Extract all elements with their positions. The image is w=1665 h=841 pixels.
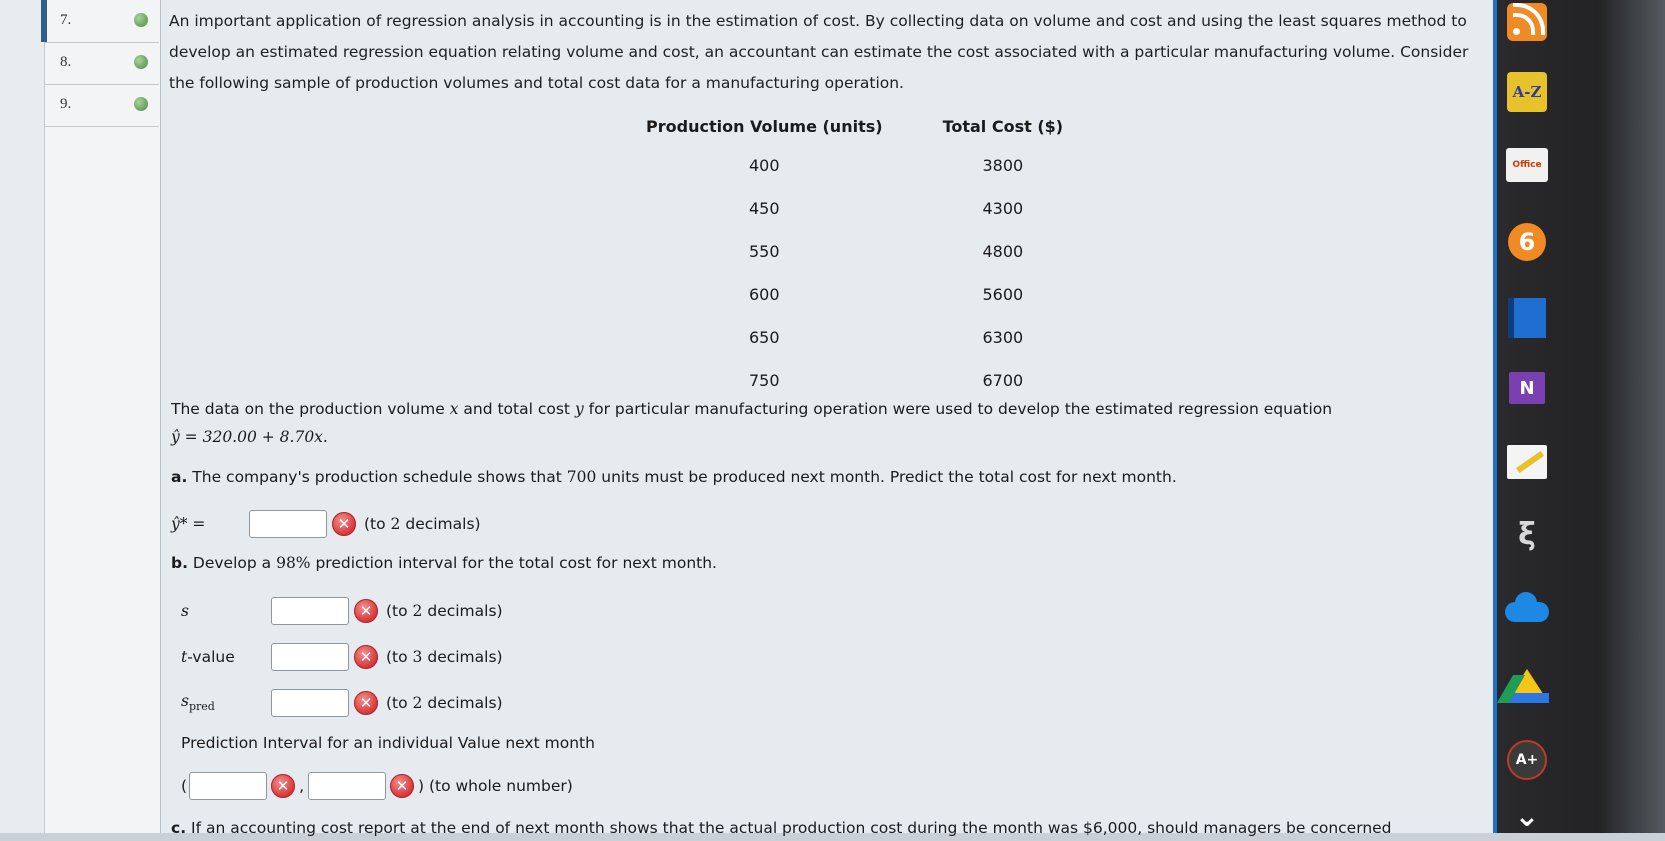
yhat-hint [364, 515, 481, 533]
wave-icon[interactable] [1505, 512, 1549, 556]
part-b-prompt [171, 550, 717, 576]
six-icon-label: 6 [1508, 223, 1546, 261]
s-answer-row [181, 597, 503, 625]
t-variable: t [181, 648, 188, 666]
question-number: 9. [60, 96, 72, 112]
six-icon[interactable] [1505, 220, 1549, 264]
chevron-down-icon-label: ⌄ [1514, 799, 1540, 834]
t-hint [386, 648, 503, 666]
yhat-label: ŷ* = [171, 515, 206, 533]
yhat-answer-row [171, 510, 481, 538]
table-row [616, 316, 1093, 359]
data-table [616, 108, 1093, 402]
table-cell-volume: 550 [749, 242, 780, 261]
incorrect-icon: ✕ [332, 512, 356, 536]
rss-icon[interactable] [1505, 0, 1549, 44]
t-value-label [181, 648, 271, 666]
part-a-text: The company's production schedule shows that [187, 468, 567, 486]
question-nav-item-8[interactable] [44, 42, 159, 85]
table-header-volume: Production Volume (units) [646, 116, 883, 136]
description-text: and total cost [458, 400, 575, 418]
interval-comma: , [299, 777, 304, 795]
description-text: for particular manufacturing operation were used to develop the estimated regression equation [583, 400, 1333, 418]
office-icon-label: Office [1506, 148, 1548, 182]
t-label-text: -value [187, 648, 235, 666]
table-row [616, 230, 1093, 273]
table-cell-volume: 450 [749, 199, 780, 218]
hint-text: (to [364, 515, 391, 533]
table-row [616, 144, 1093, 187]
incorrect-icon: ✕ [354, 645, 378, 669]
hint-number: 2 [412, 602, 423, 620]
description-text: The data on the production volume [171, 400, 450, 418]
part-b-text: prediction interval for the total cost for next month. [310, 554, 717, 572]
hint-text: (to [386, 694, 413, 712]
correct-status-icon [134, 13, 148, 27]
hint-number: 2 [390, 515, 401, 533]
question-number: 8. [60, 54, 72, 70]
s-label: s [181, 602, 189, 620]
prediction-interval-row [181, 772, 573, 800]
az-icon[interactable] [1505, 70, 1549, 114]
table-cell-volume: 600 [749, 285, 780, 304]
table-cell-cost: 6700 [982, 371, 1024, 390]
table-cell-volume: 750 [749, 371, 780, 390]
spred-answer-row [181, 689, 503, 717]
question-nav-item-9[interactable] [44, 84, 159, 127]
hint-text: (to [386, 602, 413, 620]
table-cell-cost: 3800 [982, 156, 1024, 175]
regression-description [171, 396, 1471, 422]
hint-number: 3 [412, 648, 423, 666]
table-cell-volume: 400 [749, 156, 780, 175]
s-input[interactable] [271, 597, 349, 625]
spred-input[interactable] [271, 689, 349, 717]
hint-text: decimals) [422, 648, 503, 666]
incorrect-icon: ✕ [354, 691, 378, 715]
table-cell-cost: 5600 [982, 285, 1024, 304]
table-cell-volume: 650 [749, 328, 780, 347]
chevron-down-icon[interactable] [1505, 795, 1549, 839]
question-nav-item-7[interactable] [44, 0, 159, 43]
hint-text: decimals) [400, 515, 481, 533]
question-number: 7. [60, 12, 72, 28]
part-c-text: If an accounting cost report at the end of next month shows that the actual production cost during the month was $6,000, should managers be concerned [186, 819, 1392, 837]
part-a-label: a. [171, 468, 188, 486]
open-paren: ( [181, 777, 188, 795]
part-b-text: Develop a [187, 554, 277, 572]
aplus-icon-label: A+ [1507, 740, 1547, 780]
pencil-icon[interactable] [1505, 440, 1549, 484]
incorrect-icon: ✕ [271, 774, 295, 798]
part-a-text: units must be produced next month. Predict the total cost for next month. [596, 468, 1177, 486]
book-icon[interactable] [1505, 296, 1549, 340]
az-icon-label: A-Z [1507, 72, 1547, 112]
t-value-input[interactable] [271, 643, 349, 671]
part-a-number: 700 [566, 468, 597, 486]
variable-y: y [574, 400, 584, 418]
question-nav [0, 0, 161, 833]
spred-subscript: pred [188, 700, 215, 714]
part-b-percent: 98% [276, 554, 311, 572]
hint-number: 2 [412, 694, 423, 712]
part-c-label: c. [171, 819, 187, 837]
incorrect-icon: ✕ [390, 774, 414, 798]
onedrive-icon[interactable] [1505, 590, 1549, 634]
onenote-icon-label: N [1509, 372, 1545, 404]
interval-upper-input[interactable] [308, 772, 386, 800]
office-icon[interactable] [1505, 143, 1549, 187]
wave-icon-label: ξ [1518, 516, 1536, 552]
t-answer-row [181, 643, 503, 671]
table-header-cost: Total Cost ($) [942, 116, 1064, 136]
prediction-interval-label: Prediction Interval for an individual Value next month [181, 734, 595, 752]
taskbar [1497, 0, 1665, 833]
drive-icon[interactable] [1505, 664, 1549, 708]
correct-status-icon [134, 55, 148, 69]
part-b-label: b. [171, 554, 188, 572]
table-cell-cost: 4800 [982, 242, 1024, 261]
part-a-prompt [171, 464, 1177, 490]
interval-lower-input[interactable] [189, 772, 267, 800]
spred-hint [386, 694, 503, 712]
incorrect-icon: ✕ [354, 599, 378, 623]
table-cell-cost: 6300 [982, 328, 1024, 347]
question-intro: An important application of regression analysis in accounting is in the estimation of cost. By collecting data on volume and cost and using the least squares method to develop an estimated regression equation relating volume and cost, an accountant can estimate the cost associated with a particular manufacturing volume. Consider the following sample of production volumes and total cost data for a manufacturing operation. [169, 12, 1469, 92]
regression-equation: ŷ = 320.00 + 8.70x. [171, 428, 328, 446]
variable-x: x [449, 400, 459, 418]
s-hint [386, 602, 503, 620]
table-row [616, 187, 1093, 230]
aplus-icon[interactable] [1505, 738, 1549, 782]
yhat-input[interactable] [249, 510, 327, 538]
interval-hint: ) (to whole number) [418, 777, 573, 795]
spred-label [181, 692, 271, 713]
table-row [616, 273, 1093, 316]
part-c-prompt [171, 815, 1392, 841]
correct-status-icon [134, 97, 148, 111]
question-panel [161, 0, 1493, 837]
onenote-icon[interactable] [1505, 366, 1549, 410]
hint-text: decimals) [422, 694, 503, 712]
table-cell-cost: 4300 [982, 199, 1024, 218]
hint-text: decimals) [422, 602, 503, 620]
hint-text: (to [386, 648, 413, 666]
spred-variable: s [181, 692, 189, 711]
